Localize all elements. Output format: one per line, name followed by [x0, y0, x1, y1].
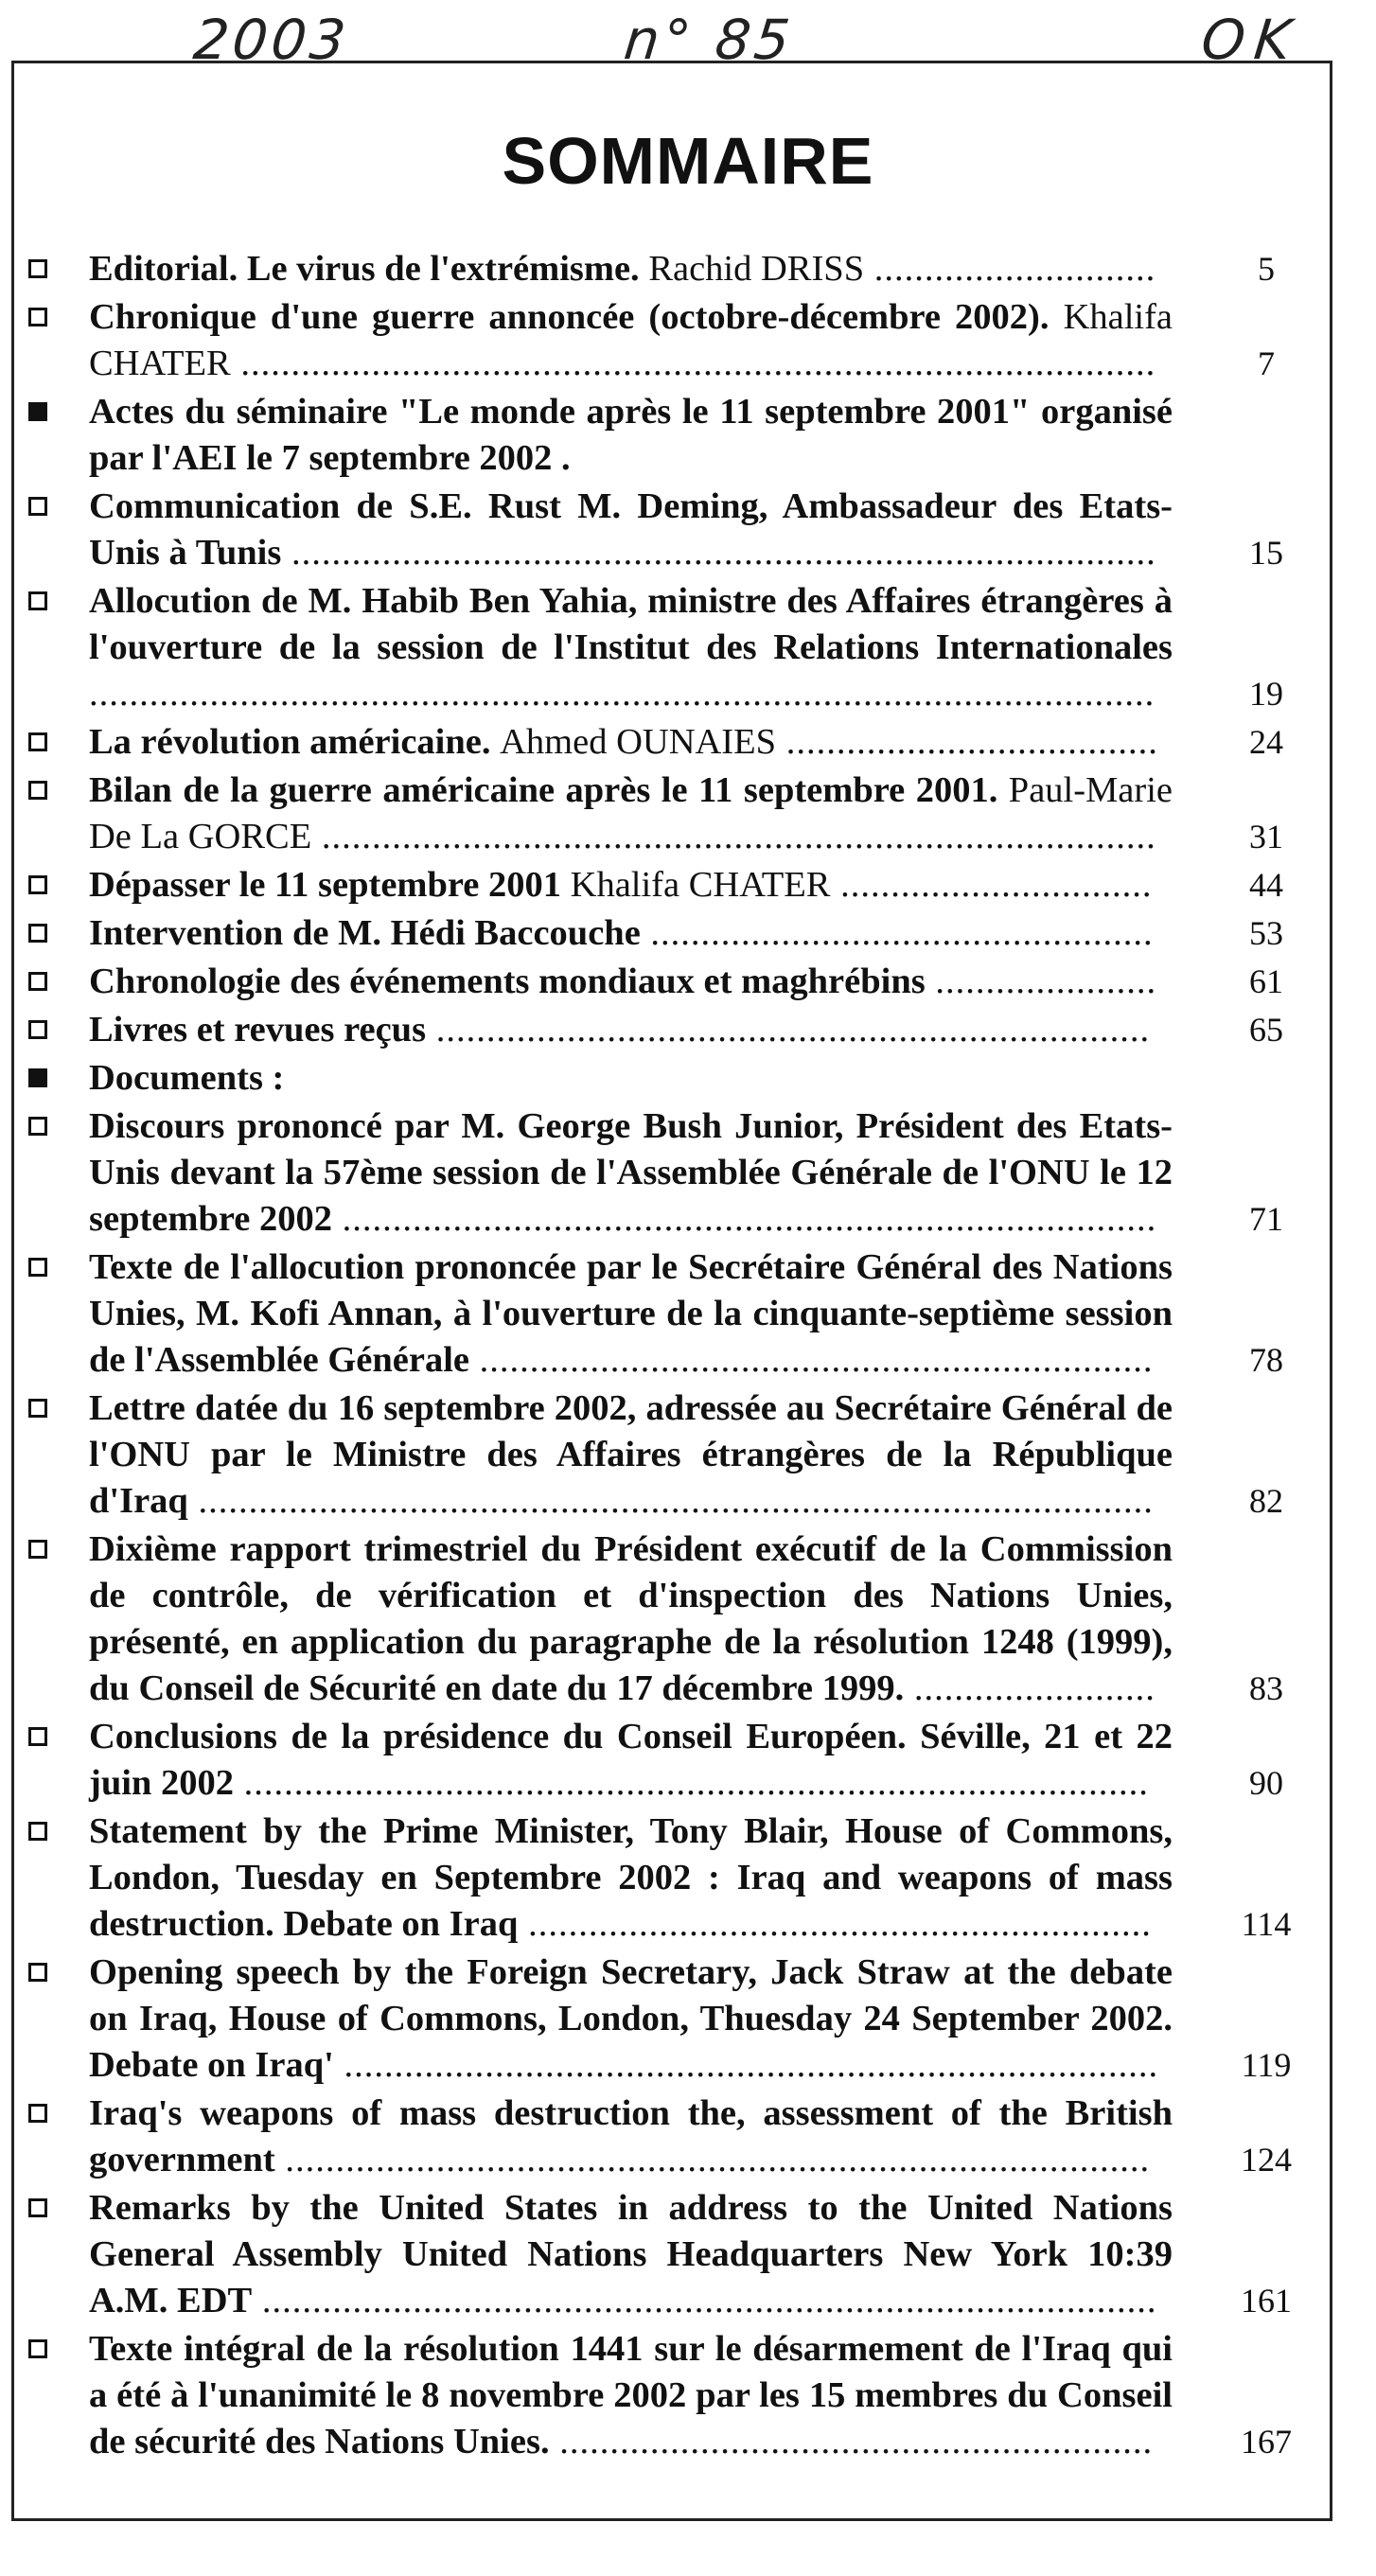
toc-entry-page-number: 83 — [1249, 1669, 1283, 1707]
toc-entry-text — [89, 959, 1173, 1005]
toc-entry — [28, 1808, 1315, 1948]
toc-entry-title: Iraq's weapons of mass destruction the, assessment of the British government — [89, 2093, 1173, 2179]
toc-entry-text — [89, 1950, 1173, 2089]
empty-square-bullet-icon — [28, 1822, 47, 1841]
handwritten-ok-mark: OK — [1198, 8, 1304, 72]
dot-leader: ................................................................... — [469, 1340, 1154, 1380]
dot-leader: ........................................................... — [549, 2422, 1154, 2461]
toc-entry-title: Livres et revues reçus — [89, 1010, 427, 1050]
toc-entry — [28, 484, 1315, 576]
toc-entry-text — [89, 1808, 1173, 1948]
toc-entry-text — [89, 1244, 1173, 1384]
empty-square-bullet-icon — [28, 972, 47, 991]
toc-entry-text — [89, 484, 1173, 576]
toc-entry — [28, 1526, 1315, 1712]
toc-entry-text — [89, 2091, 1173, 2183]
toc-entry-text — [89, 1007, 1173, 1053]
toc-entry-author: Khalifa CHATER — [89, 297, 1173, 383]
toc-entry-title: Actes du séminaire "Le monde après le 11 septembre 2001" organisé par l'AEI le 7 septembre 2002 . — [89, 392, 1173, 478]
toc-entry-page-number: 5 — [1258, 250, 1275, 288]
toc-entry — [28, 389, 1315, 482]
dot-leader: .............................................................. — [518, 1904, 1152, 1944]
empty-square-bullet-icon — [28, 781, 47, 800]
empty-square-bullet-icon — [28, 1117, 47, 1136]
toc-entry-text — [89, 1103, 1173, 1243]
toc-entry-author: Khalifa CHATER — [570, 865, 831, 905]
toc-entry — [28, 2185, 1315, 2324]
toc-entry-text — [89, 1385, 1173, 1525]
toc-entry-title: Allocution de M. Habib Ben Yahia, ministre des Affaires étrangères à l'ouverture de la session de l'Institut des Relations Internationales — [89, 581, 1173, 667]
toc-entry-title: Bilan de la guerre américaine après le 11 septembre 2001. — [89, 770, 998, 810]
dot-leader: ........................ — [904, 1668, 1155, 1708]
toc-entry-text — [89, 719, 1173, 766]
toc-entry-text — [89, 578, 1173, 717]
empty-square-bullet-icon — [28, 2339, 47, 2358]
dot-leader: ................................................................................. — [331, 1199, 1157, 1239]
handwritten-year: 2003 — [190, 8, 353, 72]
toc-entry-page-number: 114 — [1241, 1905, 1292, 1943]
toc-entry — [28, 578, 1315, 717]
toc-entry — [28, 1950, 1315, 2089]
toc-entry-title: Statement by the Prime Minister, Tony Blair, House of Commons, London, Tuesday en Septembre 2002 : Iraq and weapons of mass destruction. Debate on Iraq — [89, 1811, 1173, 1944]
toc-entry-title: Remarks by the United States in address to the United Nations General Assembly United Nations Headquarters New York 10:39 A.M. EDT — [89, 2188, 1173, 2320]
toc-entry-title: Texte de l'allocution prononcée par le Secrétaire Général des Nations Unies, M. Kofi Annan, à l'ouverture de la cinquante-septième session de l'Assemblée Générale — [89, 1247, 1173, 1380]
toc-entry — [28, 294, 1315, 387]
filled-square-bullet-icon — [28, 1068, 47, 1087]
toc-entry — [28, 1103, 1315, 1243]
dot-leader: .......................................................................................................... — [89, 674, 1155, 714]
toc-entry-text — [89, 294, 1173, 387]
toc-entry-page-number: 167 — [1241, 2423, 1292, 2461]
dot-leader: ..................................... — [776, 722, 1158, 762]
toc-entry — [28, 1007, 1315, 1053]
toc-entry-page-number: 7 — [1258, 344, 1275, 382]
toc-entry-author: Paul-Marie De La GORCE — [89, 770, 1173, 856]
toc-entry-text — [89, 246, 1173, 292]
empty-square-bullet-icon — [28, 2104, 47, 2123]
toc-entry — [28, 2091, 1315, 2183]
dot-leader: ....................................................................... — [426, 1010, 1151, 1050]
toc-entry-page-number: 31 — [1249, 818, 1283, 856]
toc-entry — [28, 719, 1315, 766]
toc-entry-page-number: 119 — [1241, 2046, 1292, 2084]
toc-entry-page-number: 71 — [1249, 1200, 1283, 1238]
toc-entry-title: Lettre datée du 16 septembre 2002, adressée au Secrétaire Général de l'ONU par le Ministre des Affaires étrangères de la République d'Iraq — [89, 1388, 1173, 1521]
toc-entry — [28, 1714, 1315, 1807]
toc-entry-title: Intervention de M. Hédi Baccouche — [89, 913, 641, 953]
table-of-contents — [28, 246, 1315, 2467]
empty-square-bullet-icon — [28, 1020, 47, 1039]
empty-square-bullet-icon — [28, 1727, 47, 1746]
toc-entry-title: Editorial. Le virus de l'extrémisme. — [89, 249, 640, 289]
toc-entry — [28, 862, 1315, 909]
toc-entry — [28, 768, 1315, 860]
empty-square-bullet-icon — [28, 1399, 47, 1418]
dot-leader: ............................ — [864, 249, 1156, 289]
toc-entry-page-number: 82 — [1249, 1482, 1283, 1520]
toc-entry-text — [89, 862, 1173, 909]
toc-entry-text — [89, 1714, 1173, 1807]
empty-square-bullet-icon — [28, 1258, 47, 1277]
toc-entry-title: Discours prononcé par M. George Bush Junior, Président des Etats-Unis devant la 57ème session de l'Assemblée Générale de l'ONU le 12 septembre 2002 — [89, 1106, 1173, 1239]
toc-entry-text — [89, 2326, 1173, 2465]
toc-entry — [28, 1385, 1315, 1525]
empty-square-bullet-icon — [28, 259, 47, 278]
dot-leader: ...................... — [925, 962, 1157, 1001]
toc-entry — [28, 910, 1315, 957]
toc-entry-text — [89, 2185, 1173, 2324]
toc-entry-page-number: 90 — [1249, 1764, 1283, 1802]
dot-leader: ......................................................................................... — [252, 2281, 1157, 2320]
toc-entry-text — [89, 389, 1173, 482]
toc-entry-author: Ahmed OUNAIES — [500, 722, 777, 762]
empty-square-bullet-icon — [28, 875, 47, 894]
page-title: SOMMAIRE — [502, 124, 874, 198]
toc-entry — [28, 1055, 1315, 1102]
toc-entry-page-number: 44 — [1249, 866, 1283, 904]
dot-leader: ........................................................................................... — [230, 344, 1156, 383]
toc-entry-title: Chronique d'une guerre annoncée (octobre-décembre 2002). — [89, 297, 1050, 337]
toc-entry-page-number: 61 — [1249, 962, 1283, 1000]
toc-entry — [28, 246, 1315, 292]
empty-square-bullet-icon — [28, 924, 47, 943]
toc-entry-page-number: 24 — [1249, 723, 1283, 761]
toc-entry-page-number: 19 — [1249, 675, 1283, 713]
empty-square-bullet-icon — [28, 732, 47, 751]
empty-square-bullet-icon — [28, 497, 47, 516]
dot-leader: ...................................................................................... — [281, 533, 1156, 573]
dot-leader: ............................... — [830, 865, 1153, 905]
toc-entry-page-number: 78 — [1249, 1341, 1283, 1379]
toc-entry-text — [89, 910, 1173, 957]
toc-entry — [28, 959, 1315, 1005]
toc-entry-text — [89, 1526, 1173, 1712]
dot-leader: ................................................................................... — [311, 817, 1156, 856]
toc-entry-page-number: 15 — [1249, 534, 1283, 572]
toc-entry-text — [89, 768, 1173, 860]
filled-square-bullet-icon — [28, 402, 47, 421]
toc-entry-page-number: 65 — [1249, 1011, 1283, 1049]
toc-entry-title: Dépasser le 11 septembre 2001 — [89, 865, 562, 905]
dot-leader: .................................................. — [640, 913, 1154, 953]
toc-entry-title: Conclusions de la présidence du Conseil Européen. Séville, 21 et 22 juin 2002 — [89, 1717, 1173, 1803]
toc-entry — [28, 2326, 1315, 2465]
dot-leader: ...................................................................................... — [274, 2140, 1151, 2179]
toc-entry-title: La révolution américaine. — [89, 722, 491, 762]
toc-entry-title: Dixième rapport trimestriel du Président exécutif de la Commission de contrôle, de vérification et d'inspection des Nations Unies, présenté, en application du paragraphe de la résolution 1248 (1999), du Conseil de Sécurité en date du 17 décembre 1999. — [89, 1529, 1173, 1708]
toc-entry-author: Rachid DRISS — [648, 249, 865, 289]
toc-entry-page-number: 53 — [1249, 914, 1283, 952]
dot-leader: ............................................................................................... — [187, 1481, 1154, 1521]
toc-entry-title: Opening speech by the Foreign Secretary, Jack Straw at the debate on Iraq, House of Commons, London, Thuesday 24 September 2002. Debate on Iraq' — [89, 1952, 1173, 2085]
toc-entry-title: Documents : — [89, 1058, 285, 1098]
empty-square-bullet-icon — [28, 1963, 47, 1982]
toc-entry-title: Communication de S.E. Rust M. Deming, Ambassadeur des Etats-Unis à Tunis — [89, 486, 1173, 573]
toc-entry-text — [89, 1055, 1173, 1102]
toc-entry — [28, 1244, 1315, 1384]
dot-leader: ................................................................................. — [333, 2045, 1159, 2085]
dot-leader: .......................................................................................... — [233, 1763, 1149, 1803]
toc-entry-page-number: 161 — [1241, 2282, 1292, 2320]
handwritten-issue-number: n° 85 — [621, 8, 797, 72]
toc-entry-page-number: 124 — [1241, 2141, 1292, 2179]
empty-square-bullet-icon — [28, 1540, 47, 1559]
toc-entry-title: Texte intégral de la résolution 1441 sur le désarmement de l'Iraq qui a été à l'unanimité le 8 novembre 2002 par les 15 membres du Conseil de sécurité des Nations Unies. — [89, 2329, 1173, 2461]
empty-square-bullet-icon — [28, 2198, 47, 2217]
empty-square-bullet-icon — [28, 308, 47, 326]
toc-entry-title: Chronologie des événements mondiaux et maghrébins — [89, 962, 926, 1001]
empty-square-bullet-icon — [28, 591, 47, 610]
